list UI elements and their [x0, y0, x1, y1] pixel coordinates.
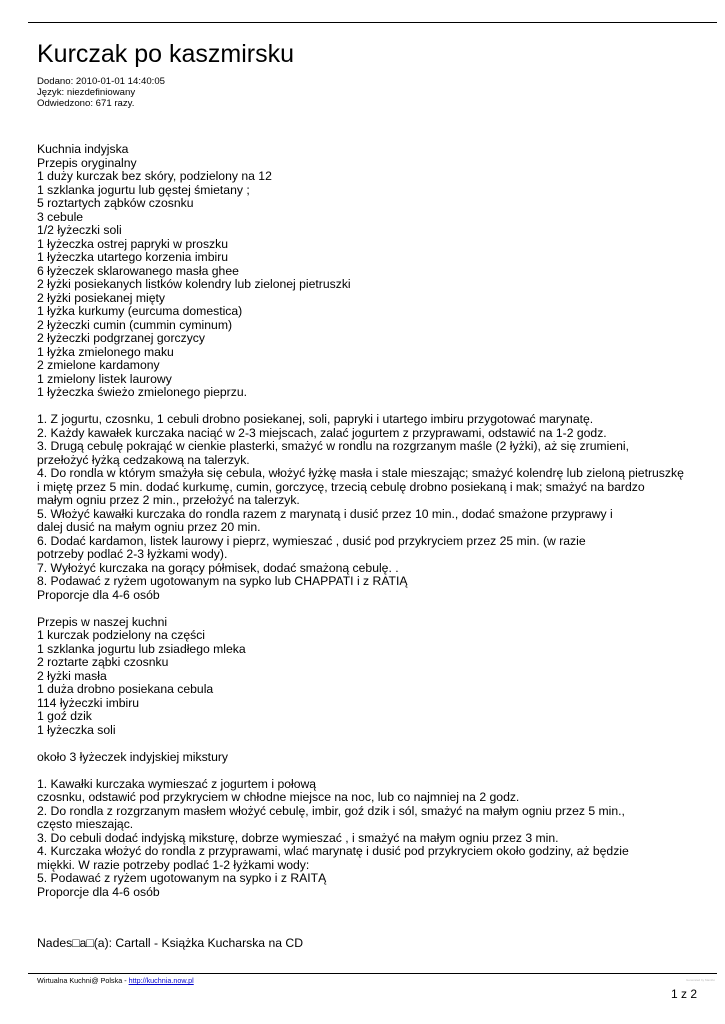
recipe-line: 4. Kurczaka włożyć do rondla z przyprawami, wlać marynatę i dusić pod przykryciem około godziny, aż będzie: [37, 844, 629, 858]
recipe-line: 2 łyżki posiekanych listków kolendry lub zielonej pietruszki: [37, 277, 351, 291]
generator-mark: Generated by Mambo: [685, 978, 715, 982]
recipe-line: 5. Włożyć kawałki kurczaka do rondla razem z marynatą i dusić przez 10 min., dodać smażone przyprawy i: [37, 506, 613, 521]
recipe-line: 3 cebule: [37, 209, 84, 224]
recipe-title: Kurczak po kaszmirsku: [37, 40, 295, 68]
recipe-line: 1 szklanka jogurtu lub zsiadłego mleka: [37, 641, 246, 656]
recipe-line: 4. Do rondla w którym smażyła się cebula, włożyć łyżkę masła i stale mieszając; smażyć kolendrę lub zieloną pietruszkę: [37, 466, 684, 480]
blank-line: [37, 737, 725, 751]
visit-count: Odwiedzono: 671 razy.: [37, 98, 135, 109]
recipe-line: 3. Do cebuli dodać indyjską miksturę, dobrze wymieszać , i smażyć na małym ogniu przez 3 min.: [37, 830, 559, 845]
recipe-line: 1 goź dzik: [37, 709, 92, 723]
recipe-line: Przepis w naszej kuchni: [37, 614, 168, 629]
recipe-line: 2. Do rondla z rozgrzanym masłem włożyć cebulę, imbir, goź dzik i sól, smażyć na małym ogniu przez 5 min.,: [37, 803, 625, 818]
recipe-line: 6 łyżeczek sklarowanego masła ghee: [37, 263, 239, 278]
recipe-meta: [37, 76, 165, 109]
recipe-line: 1 łyżeczka utartego korzenia imbiru: [37, 250, 229, 264]
recipe-line: 2 łyżki posiekanej mięty: [37, 290, 166, 305]
recipe-line: 2. Każdy kawałek kurczaka naciąć w 2-3 miejscach, zalać jogurtem z przyprawami, odstawić na 1-2 godz.: [37, 425, 607, 440]
sent-by: Nades□a□(a): Cartall - Książka Kucharska na CD: [37, 936, 304, 950]
recipe-line: 1. Z jogurtu, czosnku, 1 cebuli drobno posiekanej, soli, papryki i utartego imbiru przygotować marynatę.: [37, 412, 594, 426]
recipe-line: 1 duża drobno posiekana cebula: [37, 682, 214, 696]
recipe-line: 1/2 łyżeczki soli: [37, 223, 122, 237]
recipe-line: często mieszając.: [37, 817, 134, 831]
recipe-line: 1 łyżka kurkumy (eurcuma domestica): [37, 304, 243, 318]
recipe-line: 2 zmielone kardamony: [37, 358, 160, 372]
recipe-line: 114 łyżeczki imbiru: [37, 695, 140, 710]
recipe-line: Przepis oryginalny: [37, 155, 137, 170]
footer-rule: [28, 973, 717, 974]
blank-line: [37, 400, 725, 414]
recipe-line: 1 zmielony listek laurowy: [37, 371, 172, 386]
recipe-line: Kuchnia indyjska: [37, 142, 129, 156]
recipe-line: 3. Drugą cebulę pokrająć w cienkie plasterki, smażyć w rondlu na rozgrzanym maśle (2 łyżki), aż się zrumieni,: [37, 439, 629, 453]
header-rule: [28, 22, 717, 23]
recipe-line: czosnku, odstawić pod przykryciem w chłodne miejsce na noc, lub co najmniej na 2 godz.: [37, 790, 520, 804]
recipe-line: 2 łyżki masła: [37, 668, 107, 683]
recipe-line: 2 łyżeczki podgrzanej gorczycy: [37, 331, 205, 345]
recipe-line: 1 łyżeczka świeżo zmielonego pieprzu.: [37, 385, 247, 399]
recipe-line: dalej dusić na małym ogniu przez 20 min.: [37, 520, 261, 534]
recipe-line: 6. Dodać kardamon, listek laurowy i pieprz, wymieszać , dusić pod przykryciem przez 25 min. (w razie: [37, 533, 586, 548]
language: Język: niezdefiniowany: [37, 87, 136, 98]
blank-line: [37, 602, 725, 616]
recipe-line: 1 łyżka zmielonego maku: [37, 344, 174, 359]
page-number: 1 z 2: [670, 987, 697, 1001]
recipe-line: 1 szklanka jogurtu lub gęstej śmietany ;: [37, 182, 250, 197]
footer-site-text: Wirtualna Kuchni@ Polska -: [37, 976, 129, 985]
recipe-line: miękki. W razie potrzeby podlać 1-2 łyżkami wody:: [37, 857, 310, 872]
recipe-body: [37, 143, 725, 899]
recipe-line: 7. Wyłożyć kurczaka na gorący półmisek, dodać smażoną cebulę. .: [37, 560, 399, 575]
recipe-line: 5. Podawać z ryżem ugotowanym na sypko i z RAITĄ: [37, 871, 327, 885]
recipe-line: 1 kurczak podzielony na części: [37, 628, 206, 642]
footer-site-link[interactable]: http://kuchnia.now.pl: [128, 976, 194, 985]
recipe-line: 2 łyżeczki cumin (cummin cyminum): [37, 317, 233, 332]
recipe-line: Proporcje dla 4-6 osób: [37, 587, 160, 602]
added-date: Dodano: 2010-01-01 14:40:05: [37, 76, 166, 87]
recipe-line: 1 łyżeczka soli: [37, 722, 116, 737]
blank-line: [37, 764, 725, 778]
recipe-line: 8. Podawać z ryżem ugotowanym na sypko lub CHAPPATI i z RATIĄ: [37, 574, 408, 588]
recipe-line: 5 roztartych ząbków czosnku: [37, 196, 194, 210]
recipe-line: 2 roztarte ząbki czosnku: [37, 655, 169, 669]
recipe-line: i miętę przez 5 min. dodać kurkumę, cumin, gorczycę, trzecią cebulę drobno posiekaną i mak; smażyć na bardzo: [37, 479, 645, 494]
recipe-line: 1 łyżeczka ostrej papryki w proszku: [37, 236, 229, 251]
recipe-line: potrzeby podlać 2-3 łyżkami wody).: [37, 547, 228, 561]
recipe-line: Proporcje dla 4-6 osób: [37, 884, 160, 899]
recipe-line: około 3 łyżeczek indyjskiej mikstury: [37, 749, 229, 764]
recipe-line: 1 duży kurczak bez skóry, podzielony na 12: [37, 169, 272, 183]
footer-site: [37, 976, 194, 985]
recipe-line: 1. Kawałki kurczaka wymieszać z jogurtem i połową: [37, 776, 317, 791]
recipe-line: małym ogniu przez 2 min., przełożyć na talerzyk.: [37, 493, 300, 507]
recipe-line: przełożyć łyżką cedzakową na talerzyk.: [37, 452, 250, 467]
